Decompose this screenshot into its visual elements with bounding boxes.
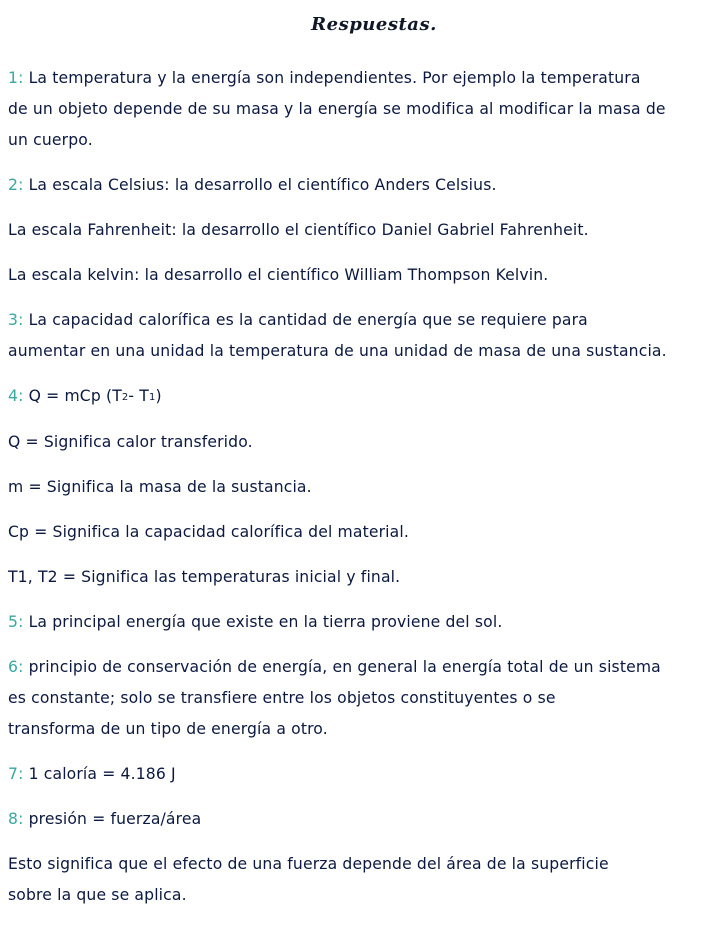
- answer-7: 7: 1 caloría = 4.186 J: [8, 765, 176, 783]
- answer-number: 4:: [8, 387, 24, 405]
- answer-5: 5: La principal energía que existe en la tierra proviene del sol.: [8, 613, 503, 631]
- q-definition: Q = Significa calor transferido.: [8, 433, 253, 451]
- closing-paragraph: Esto significa que el efecto de una fuerza depende del área de la superficie sobre la que se aplica.: [8, 855, 609, 904]
- answer-2: 2: La escala Celsius: la desarrollo el científico Anders Celsius.: [8, 176, 497, 194]
- answer-number: 8:: [8, 810, 24, 828]
- answer-number: 1:: [8, 69, 24, 87]
- cp-definition: Cp = Significa la capacidad calorífica del material.: [8, 523, 409, 541]
- m-definition: m = Significa la masa de la sustancia.: [8, 478, 312, 496]
- t-definition: T1, T2 = Significa las temperaturas inicial y final.: [8, 568, 401, 586]
- answer-1: 1: La temperatura y la energía son independientes. Por ejemplo la temperatura de un objeto depende de su masa y la energía se modifica al modificar la masa de un cuerpo.: [8, 69, 666, 149]
- page-title: Respuestas.: [311, 14, 437, 35]
- answer-3: 3: La capacidad calorífica es la cantidad de energía que se requiere para aumentar en una unidad la temperatura de una unidad de masa de una sustancia.: [8, 311, 667, 360]
- answer-number: 7:: [8, 765, 24, 783]
- answer-number: 3:: [8, 311, 24, 329]
- kelvin-line: La escala kelvin: la desarrollo el científico William Thompson Kelvin.: [8, 266, 549, 284]
- answer-number: 5:: [8, 613, 24, 631]
- answer-4-formula: 4: Q = mCp ($T_2-$ $T_1$): [8, 387, 162, 405]
- answer-number: 2:: [8, 176, 24, 194]
- answer-8: 8: presión = fuerza/área: [8, 810, 202, 828]
- fahrenheit-line: La escala Fahrenheit: la desarrollo el científico Daniel Gabriel Fahrenheit.: [8, 221, 589, 239]
- answer-number: 6:: [8, 658, 24, 676]
- answer-6: 6: principio de conservación de energía, en general la energía total de un sistema es constante; solo se transfiere entre los objetos constituyentes o se transforma de un tipo de energía a otro.: [8, 658, 661, 738]
